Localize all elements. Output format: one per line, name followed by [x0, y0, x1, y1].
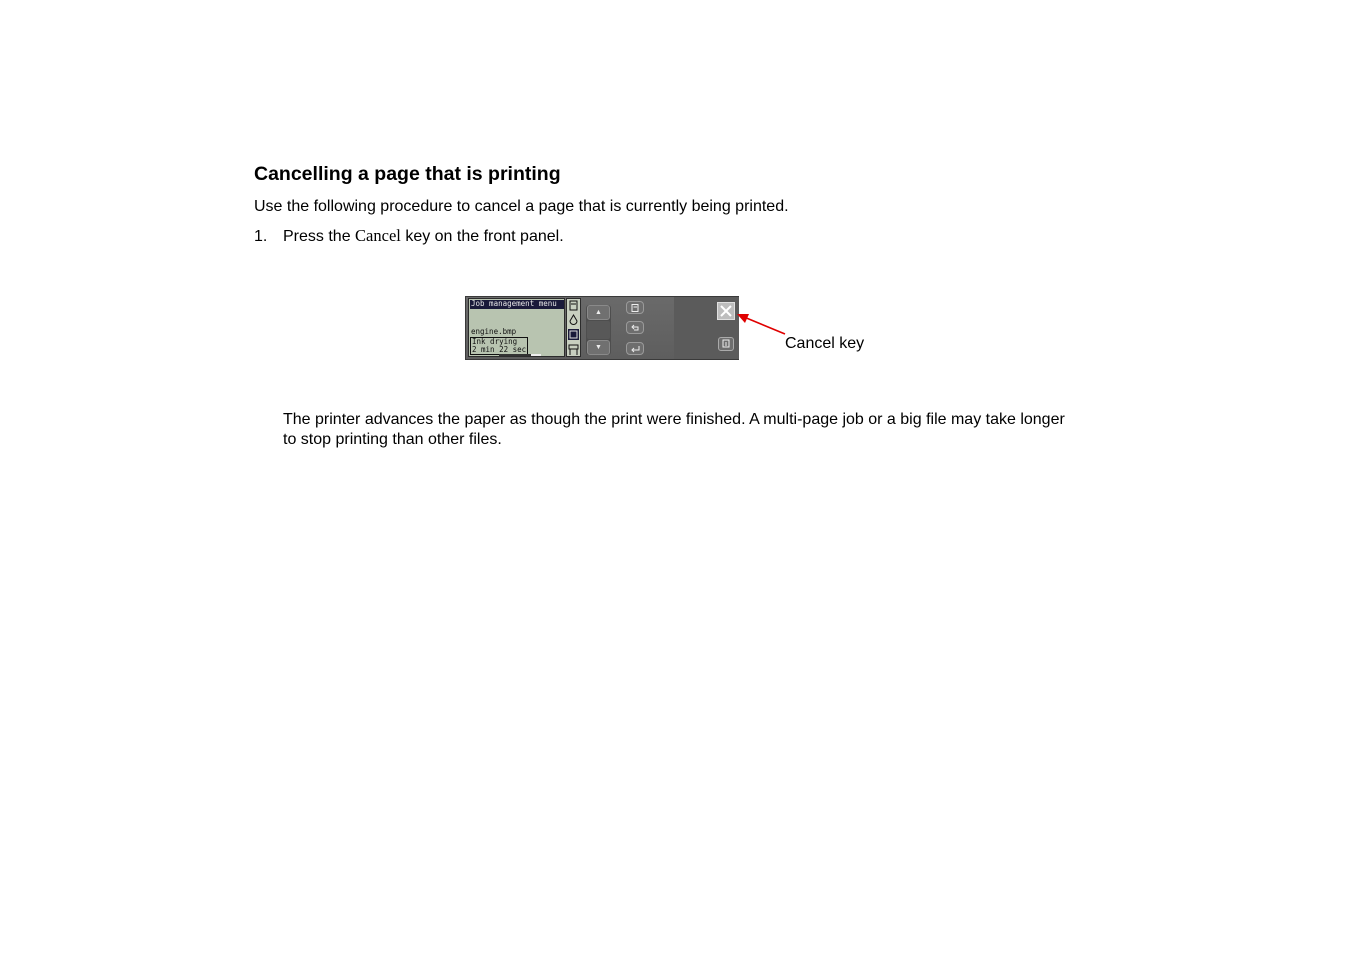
- lcd-file-name: engine.bmp: [471, 327, 517, 336]
- cancel-key-button[interactable]: [717, 302, 735, 320]
- step-number: 1.: [254, 228, 268, 245]
- lcd-status-line-1: Ink drying: [472, 337, 518, 346]
- enter-button[interactable]: [626, 342, 644, 355]
- callout-line: [744, 317, 785, 334]
- paper-icon: [568, 300, 579, 311]
- form-feed-button[interactable]: [718, 337, 734, 351]
- enter-icon: [631, 345, 640, 353]
- form-feed-icon: [721, 339, 731, 349]
- front-panel-image: [465, 296, 739, 360]
- lcd-status-line-2: 2 min 22 sec: [472, 345, 527, 354]
- lcd-display: [468, 298, 565, 357]
- back-button[interactable]: [626, 321, 644, 334]
- step-text-before: Press the: [283, 228, 351, 245]
- intro-paragraph: Use the following procedure to cancel a page that is currently being printed.: [254, 198, 789, 215]
- section-title: Cancelling a page that is printing: [254, 163, 561, 185]
- callout-arrow: [736, 310, 791, 340]
- menu-icon: [631, 304, 640, 312]
- close-icon: [720, 305, 732, 317]
- callout-label: Cancel key: [785, 335, 865, 352]
- job-queue-icon: [568, 329, 579, 340]
- lcd-icon-column: [566, 298, 581, 357]
- step-key-name: Cancel: [355, 226, 401, 245]
- ink-drop-icon: [568, 314, 579, 325]
- menu-button[interactable]: [626, 301, 644, 314]
- lcd-status-box: [470, 337, 528, 355]
- step-1: [254, 226, 564, 247]
- step-text-after: key on the front panel.: [405, 228, 564, 245]
- back-arrow-icon: [631, 324, 640, 332]
- printer-icon: [568, 344, 579, 355]
- up-arrow-button[interactable]: ▲: [587, 305, 610, 320]
- lcd-menu-title: Job management menu: [470, 300, 564, 309]
- down-arrow-button[interactable]: ▼: [587, 340, 610, 355]
- body-paragraph: The printer advances the paper as though the print were finished. A multi-page job or a big file may take longer to stop printing than other files.: [283, 411, 1065, 448]
